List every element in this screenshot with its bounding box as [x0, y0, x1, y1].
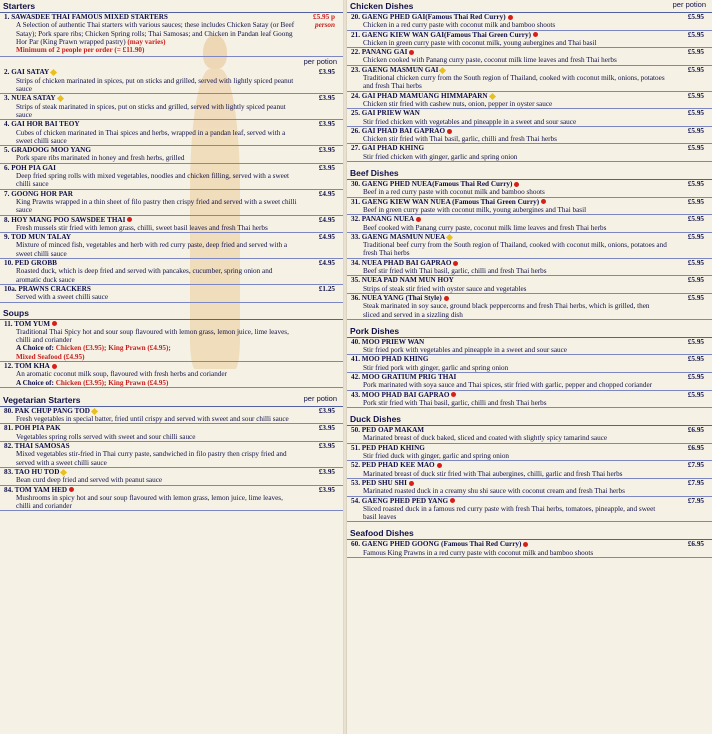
item-desc: Cubes of chicken marinated in Thai spices and herbs, wrapped in a pandan leaf, served with a sweet chilli sauce [16, 128, 286, 145]
chili-icon [69, 487, 74, 492]
veg-list [0, 407, 343, 512]
menu-item [0, 120, 343, 146]
item-name [4, 259, 340, 267]
item-price: £3.95 [318, 467, 335, 476]
menu-item [347, 233, 712, 259]
item-price: £4.95 [318, 259, 335, 268]
item-name-text: 84. TOM YAM HED [4, 485, 68, 494]
item-desc: Stir fried pork with vegetables and pineapple in a sweet and sour sauce [363, 346, 567, 355]
item-name-text: 8. HOY MANG POO SAWSDEE THAI [4, 215, 126, 224]
section-title: Vegetarian Starters [3, 394, 81, 405]
star-icon [91, 408, 98, 415]
item-price: £7.95 [687, 461, 704, 470]
item-price: £3.95 [318, 485, 335, 494]
item-name [351, 355, 709, 363]
item-name-text: 32. PANANG NUEA [351, 215, 415, 224]
item-desc: Stir fried duck with ginger, garlic and spring onion [363, 452, 510, 461]
menu-item [347, 198, 712, 216]
item-price: £5.95 [687, 337, 704, 346]
item-name-text: 26. GAI PHAD BAI GAPRAO [351, 126, 446, 135]
item-desc: Mixture of minced fish, vegetables and herb with red curry paste, deep fried and served with a sweet chilli sauce [16, 241, 288, 258]
item-name-text: 3. NUEA SATAY [4, 94, 56, 103]
item-name [351, 444, 709, 452]
item-name-text: 22. PANANG GAI [351, 48, 408, 57]
item-desc: Served with a sweet chilli sauce [16, 293, 109, 302]
item-name [4, 468, 340, 476]
chili-icon [453, 261, 458, 266]
item-desc: Chicken in green curry paste with coconut milk, young aubergines and Thai basil [363, 38, 597, 47]
item-name-text: 43. MOO PHAD BAI GAPRAO [351, 390, 450, 399]
item-desc: Traditional Thai Spicy hot and sour soup flavoured with lemon grass, lemon juice, lime leaves, chilli and coriander [16, 327, 289, 345]
item-name [351, 215, 709, 223]
item-name [4, 68, 340, 76]
menu-item [347, 479, 712, 497]
item-desc: Chicken cooked with Panang curry paste, coconut milk lime leaves and fresh Thai herbs [363, 56, 617, 65]
item-desc: Beef stir fried with Thai basil, garlic, chilli and fresh Thai herbs [363, 267, 547, 276]
item-price: £5.95 [687, 293, 704, 302]
item-price: £6.95 [687, 540, 704, 549]
section-pork [347, 325, 712, 338]
chili-icon [523, 542, 528, 547]
item-desc: Sliced roasted duck in a famous red curry paste with fresh Thai herbs, tomatoes, pineapple, and sweet basil leaves [363, 504, 656, 522]
choice-values: Chicken (£3.95); King Prawn (£4.95); [55, 344, 171, 353]
item-desc: Traditional beef curry from the South region of Thailand, cooked with coconut milk, onions, potatoes and fresh Thai herbs [363, 241, 667, 258]
item-name [4, 164, 340, 172]
star-icon [57, 95, 64, 102]
item-name-text: 54. GAENG PHED PED YANG [351, 496, 449, 505]
item-name [351, 233, 709, 241]
menu-item [347, 259, 712, 277]
item-price: £5.95 [687, 126, 704, 135]
item-price: £5.95 [687, 48, 704, 57]
chili-icon [451, 392, 456, 397]
item-price: £5.95 [687, 232, 704, 241]
item-name [351, 109, 709, 117]
item-desc: Stir fried chicken with vegetables and pineapple in a sweet and sour sauce [363, 117, 577, 126]
item-name-text: 10. PED GROBB [4, 259, 57, 268]
star-icon [60, 469, 67, 476]
menu-item-1 [0, 13, 343, 57]
item-price: £5.95 [687, 109, 704, 118]
chicken-list [347, 13, 712, 162]
chili-icon [416, 217, 421, 222]
item-name [351, 198, 709, 206]
item-desc: Beef cooked with Panang curry paste, coconut milk lime leaves and fresh Thai herbs [363, 223, 607, 232]
price-value: £5.95 p [313, 13, 335, 21]
star-icon [489, 92, 496, 99]
item-desc: King Prawns wrapped in a thin sheet of filo pastry then crispy fried and served with a sweet chilli sauce [16, 197, 297, 215]
item-name [351, 391, 709, 399]
left-column [0, 0, 343, 734]
item-desc: An aromatic coconut milk soup, flavoured with fresh herbs and coriander [16, 370, 227, 379]
item-name-text: 51. PED PHAD KHING [351, 443, 425, 452]
menu-item [0, 486, 343, 512]
menu-item [347, 109, 712, 127]
item-price [313, 13, 335, 30]
item-desc: Mushrooms in spicy hot and sour soup flavoured with lemon grass, lemon juice, lime leaves, chilli and coriander [16, 493, 283, 511]
menu-item [347, 444, 712, 462]
menu-item [347, 180, 712, 198]
menu-item [0, 320, 343, 362]
price-header: per potion [303, 57, 337, 67]
choice-label: A Choice of: [16, 378, 54, 387]
menu-item [0, 216, 343, 234]
item-name [4, 486, 340, 494]
section-title: Duck Dishes [350, 414, 402, 425]
item-desc: Mixed vegetables stir-fried in Thai curry paste, sandwiched in filo pastry then crispy fried and served with a sweet chilli sauce [16, 450, 287, 467]
item-price: £3.95 [318, 68, 335, 77]
item-name [351, 92, 709, 100]
item-price: £5.95 [687, 372, 704, 381]
item-desc: Famous King Prawns in a red curry paste with coconut milk and bamboo shoots [363, 548, 594, 557]
item-desc: Steak marinated in soy sauce, ground black peppercorns and fresh Thai herbs, which is grilled, then sliced and served in a sizzling dish [363, 302, 650, 319]
item-desc: Pork stir fried with Thai basil, garlic, chilli and fresh Thai herbs [363, 398, 547, 407]
item-desc: Beef in green curry paste with coconut milk, young aubergines and Thai basil [363, 205, 587, 214]
menu-item [0, 146, 343, 164]
choice-values: Chicken (£3.95); King Prawn (£4.95) [55, 378, 169, 387]
star-icon [446, 234, 453, 241]
section-title: Chicken Dishes [350, 1, 414, 11]
item-name [351, 479, 709, 487]
menu-item [347, 92, 712, 110]
item-desc: Beef in a red curry paste with coconut milk and bamboo shoots [363, 188, 545, 197]
item-name [351, 338, 709, 346]
menu-item [347, 215, 712, 233]
item-name [4, 285, 340, 293]
section-title: Seafood Dishes [350, 528, 414, 539]
item-price: £5.95 [687, 276, 704, 285]
item-desc: Chicken stir fried with cashew nuts, onion, pepper in oyster sauce [363, 99, 553, 108]
item-name [351, 276, 709, 284]
price-header: per potion [303, 393, 337, 403]
item-price: £6.95 [687, 426, 704, 435]
item-name-text: 50. PED OAP MAKAM [351, 426, 425, 435]
section-title: Pork Dishes [350, 325, 400, 336]
right-column [347, 0, 712, 734]
item-name [4, 407, 340, 415]
item-price: £5.95 [687, 390, 704, 399]
menu-item [0, 407, 343, 425]
item-name [4, 94, 340, 102]
item-name [351, 127, 709, 135]
item-desc: Stir fried pork with ginger, garlic and spring onion [363, 363, 509, 372]
menu-item [347, 48, 712, 66]
menu-item [347, 461, 712, 479]
chili-icon [437, 463, 442, 468]
item-name-text: 36. NUEA YANG (Thai Style) [351, 293, 442, 302]
item-price: £5.95 [687, 65, 704, 74]
menu-item [347, 540, 712, 558]
chili-icon [52, 364, 57, 369]
item-desc: Deep fried spring rolls with mixed vegetables, noodles and chicken filling, served with a sweet chilli sauce [16, 172, 290, 189]
item-name-text: 30. GAENG PHED NUEA(Famous Thai Red Curry) [351, 180, 513, 189]
item-name [351, 259, 709, 267]
section-soups [0, 307, 343, 320]
menu-item [347, 276, 712, 294]
item-name-text: 27. GAI PHAD KHING [351, 144, 425, 153]
chili-icon [541, 199, 546, 204]
item-name-text: 52. PED PHAD KEE MAO [351, 461, 435, 470]
item-name-text: 23. GAENG MASMUN GAI [351, 65, 439, 74]
item-price: £4.95 [318, 215, 335, 224]
item-name-text: 24. GAI PHAD MAMUANG HIMMAPARN [351, 91, 488, 100]
item-price: £4.95 [318, 189, 335, 198]
beef-list [347, 180, 712, 320]
item-name-text: 2. GAI SATAY [4, 68, 50, 77]
item-desc: Pork marinated with soya sauce and Thai spices, stir fried with garlic, pepper and chopped coriander [363, 381, 653, 390]
star-icon [50, 69, 57, 76]
menu-item [347, 66, 712, 92]
item-name [351, 31, 709, 39]
item-name-text: 11. TOM YUM [4, 319, 50, 328]
item-price: £5.95 [687, 197, 704, 206]
menu-item [0, 259, 343, 285]
pork-list [347, 338, 712, 408]
item-desc: Vegetables spring rolls served with sweet and sour chilli sauce [16, 432, 196, 441]
menu-item [0, 285, 343, 303]
item-name [351, 461, 709, 469]
may-varies-note: (may varies) [127, 37, 166, 46]
section-beef [347, 167, 712, 180]
item-desc: Strips of steak marinated in spices, put on sticks and grilled, served with lightly spiced peanut sauce [16, 102, 286, 119]
menu-item [0, 424, 343, 442]
item-name [351, 180, 709, 188]
item-name-text: 82. THAI SAMOSAS [4, 442, 70, 451]
price-header-row [0, 57, 343, 68]
item-price: £5.95 [687, 180, 704, 189]
menu-item [347, 127, 712, 145]
item-price: £3.95 [318, 120, 335, 129]
item-name-text: 80. PAK CHUP PANG TOD [4, 406, 90, 415]
item-name-text: 42. MOO GRATIUM PRIG THAI [351, 372, 457, 381]
menu-item [347, 338, 712, 356]
choice-values-2: Mixed Seafood (£4.95) [16, 352, 85, 361]
item-price: £4.95 [318, 233, 335, 242]
item-name [4, 362, 340, 370]
menu-item [347, 497, 712, 523]
menu-item [0, 190, 343, 216]
menu-item [347, 144, 712, 162]
item-price: £5.95 [687, 13, 704, 21]
menu-item [347, 391, 712, 409]
chili-icon [409, 50, 414, 55]
item-name [4, 216, 340, 224]
item-name-text: 81. POH PIA PAK [4, 424, 61, 433]
item-desc: Marinated breast of duck stir fried with Thai aubergines, chilli, garlic and fresh Thai herbs [363, 469, 623, 478]
chili-icon [52, 321, 57, 326]
item-price: £3.95 [318, 424, 335, 433]
item-name [4, 320, 340, 328]
item-name-text: 10a. PRAWNS CRACKERS [4, 284, 91, 293]
star-icon [439, 67, 446, 74]
item-name-text: 5. GRADOOG MOO YANG [4, 146, 91, 155]
item-desc-text: A Selection of authentic Thai starters with various sauces; these includes Chicken Satay (or Beef Satay); Pork spare ribs; Chicken Spring rolls; Thai Samosas; and Chicken in Pandan leaf Goong Hor Par (King Prawn wrapped pastry) [16, 21, 295, 46]
menu-item [0, 468, 343, 486]
section-seafood [347, 527, 712, 540]
item-name [351, 144, 709, 152]
item-name-text: 9. TOD MUN TALAY [4, 233, 72, 242]
menu-item [0, 362, 343, 388]
soups-list [0, 320, 343, 388]
item-price: £3.95 [318, 163, 335, 172]
item-name [4, 190, 340, 198]
item-price: £7.95 [687, 496, 704, 505]
menu-item [347, 31, 712, 49]
item-name-text: 4. GAI HOR BAI TEOY [4, 120, 80, 129]
chili-icon [514, 182, 519, 187]
section-starters [0, 0, 343, 13]
item-desc: Fresh vegetables in special batter, fried until crispy and served with sweet and sour chilli sauce [16, 415, 289, 424]
item-name-text: 41. MOO PHAD KHING [351, 355, 429, 364]
item-desc: Bean curd deep fried and served with peanut sauce [16, 476, 163, 485]
item-name-text: 12. TOM KHA [4, 361, 50, 370]
item-price: £5.95 [687, 30, 704, 39]
menu-item [0, 164, 343, 190]
item-name-text: 7. GOONG HOR PAR [4, 189, 73, 198]
item-price: £3.95 [318, 442, 335, 451]
chili-icon [450, 498, 455, 503]
chili-icon [444, 296, 449, 301]
chili-icon [508, 15, 513, 20]
menu-item [347, 355, 712, 373]
minimum-note: Minimum of 2 people per order (= £11.90) [16, 46, 145, 55]
item-name [351, 294, 709, 302]
section-title: Starters [3, 1, 36, 11]
item-name [4, 424, 340, 432]
item-price: £5.95 [687, 144, 704, 153]
item-desc: Marinated breast of duck baked, sliced and coated with slightly spicy tamarind sauce [363, 434, 608, 443]
section-chicken [347, 0, 712, 13]
item-name-text: 60. GAENG PHED GOONG (Famous Thai Red Curry) [351, 540, 522, 549]
item-name-text: 33. GAENG MASMUN NUEA [351, 232, 446, 241]
chili-icon [447, 129, 452, 134]
item-desc: Fresh mussels stir fried with lemon grass, chilli, sweet basil leaves and fresh Thai herbs [16, 223, 268, 232]
menu-item [0, 233, 343, 259]
chili-icon [127, 217, 132, 222]
item-desc: Strips of chicken marinated in spices, put on sticks and grilled, served with lightly spiced peanut sauce [16, 76, 294, 94]
menu-item [347, 426, 712, 444]
item-name-text: 21. GAENG KIEW WAN GAI(Famous Thai Green Curry) [351, 30, 531, 39]
item-name [351, 373, 709, 381]
item-desc [4, 21, 340, 54]
item-name-text: 31. GAENG KIEW WAN NUEA (Famous Thai Green Curry) [351, 197, 540, 206]
menu-item [347, 13, 712, 31]
item-price: £3.95 [318, 94, 335, 103]
price-header: per potion [672, 0, 706, 9]
seafood-list [347, 540, 712, 558]
item-desc: Pork spare ribs marinated in honey and fresh herbs, grilled [16, 154, 185, 163]
item-desc: Roasted duck, which is deep fried and served with pancakes, cucumber, spring onion and aromatic duck sauce [16, 267, 273, 284]
item-price: £5.95 [687, 258, 704, 267]
item-name [351, 48, 709, 56]
section-title: Soups [3, 307, 29, 318]
item-name [351, 426, 709, 434]
item-name [351, 13, 709, 21]
section-veg [0, 394, 343, 407]
price-unit: person [315, 21, 335, 30]
item-name-text: 34. NUEA PHAD BAI GAPRAO [351, 258, 452, 267]
item-name-text: 6. POH PIA GAI [4, 163, 56, 172]
duck-list [347, 426, 712, 522]
menu-item [0, 442, 343, 468]
item-desc: Marinated roasted duck in a creamy shu shi sauce with coconut cream and fresh Thai herbs [363, 487, 625, 496]
item-desc: Chicken stir fried with Thai basil, garlic, chilli and fresh Thai herbs [363, 135, 557, 144]
item-name [4, 442, 340, 450]
item-name-text: 40. MOO PRIEW WAN [351, 337, 425, 346]
chili-icon [409, 481, 414, 486]
item-name-text: 35. NUEA PAD NAM MUN HOY [351, 276, 454, 285]
menu-item [0, 68, 343, 94]
item-name-text: 25. GAI PRIEW WAN [351, 109, 420, 118]
starters-list [0, 68, 343, 302]
item-desc: Stir fried chicken with ginger, garlic and spring onion [363, 152, 518, 161]
menu-item [347, 294, 712, 320]
item-name: 1. SAWASDEE THAI FAMOUS MIXED STARTERS [4, 13, 168, 21]
item-price: £5.95 [687, 91, 704, 100]
item-name [4, 233, 340, 241]
item-price: £5.95 [687, 355, 704, 364]
item-price: £3.95 [318, 406, 335, 415]
item-price: £3.95 [318, 146, 335, 155]
item-name-text: 83. TAO HU TOD [4, 467, 60, 476]
section-title: Beef Dishes [350, 168, 399, 179]
item-price: £7.95 [687, 478, 704, 487]
item-price: £1.25 [318, 284, 335, 293]
item-choices [4, 344, 340, 361]
item-desc: Strips of steak stir fried with oyster sauce and vegetables [363, 284, 527, 293]
menu-item [0, 94, 343, 120]
item-name [351, 497, 709, 505]
item-choices [4, 379, 340, 387]
section-duck [347, 413, 712, 426]
item-price: £6.95 [687, 443, 704, 452]
item-name [4, 120, 340, 128]
item-name [351, 540, 709, 548]
item-name [4, 146, 340, 154]
item-desc: Traditional chicken curry from the South region of Thailand, cooked with coconut milk, onions, potatoes and fresh Thai herbs [363, 74, 665, 91]
item-price: £5.95 [687, 215, 704, 224]
choice-label: A Choice of: [16, 344, 54, 353]
item-name-text: 20. GAENG PHED GAI(Famous Thai Red Curry) [351, 13, 506, 21]
menu-item [347, 373, 712, 391]
item-name-text: 53. PED SHU SHI [351, 478, 407, 487]
item-name [351, 66, 709, 74]
item-desc: Chicken in a red curry paste with coconut milk and bamboo shoots [363, 21, 556, 30]
chili-icon [533, 32, 538, 37]
